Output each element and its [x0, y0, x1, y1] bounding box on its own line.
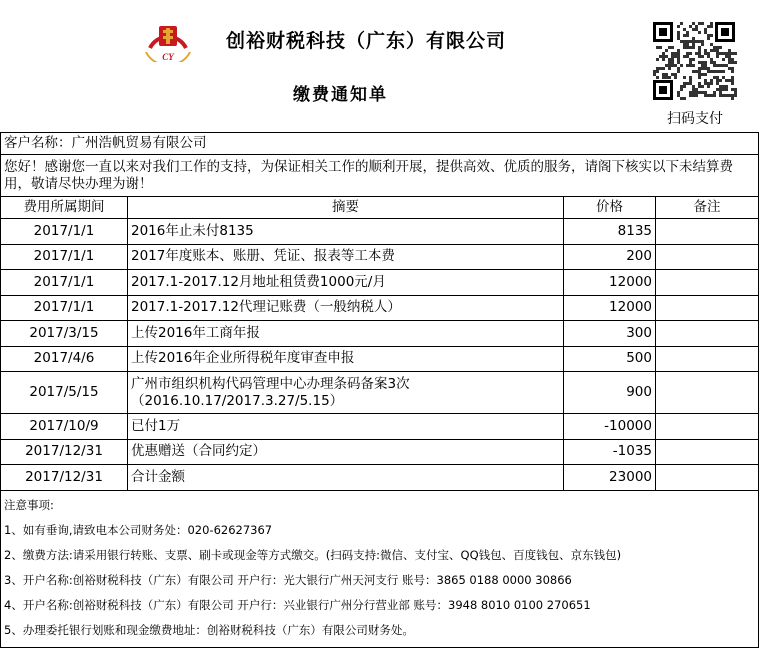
- summary-text: 优惠赠送（合同约定）: [131, 443, 266, 460]
- remark-cell: [656, 295, 759, 321]
- summary-cell: [128, 295, 564, 321]
- summary-cell: [128, 321, 564, 347]
- remark-cell: [656, 244, 759, 270]
- summary-cell: [128, 414, 564, 440]
- table-row: [1, 439, 759, 465]
- note-item-address: 5、办理委托银行划账和现金缴费地址：创裕财税科技（广东）有限公司财务处。: [4, 622, 414, 637]
- price-cell: 900: [564, 372, 656, 414]
- remark-cell: [656, 465, 759, 491]
- document-title: 缴费通知单: [293, 85, 388, 105]
- summary-text: 上传2016年工商年报: [131, 324, 260, 341]
- greeting-row: [1, 155, 759, 197]
- summary-cell: [128, 372, 564, 414]
- summary-text: 合计金额: [131, 468, 185, 485]
- company-name: 创裕财税科技（广东）有限公司: [226, 30, 507, 52]
- remark-cell: [656, 372, 759, 414]
- summary-text: 2017.1-2017.12代理记账费（一般纳税人）: [131, 299, 401, 316]
- table-row: [1, 372, 759, 414]
- price-cell: 500: [564, 346, 656, 372]
- price-cell: 12000: [564, 270, 656, 296]
- summary-cell: [128, 219, 564, 245]
- period-cell: 2017/1/1: [1, 219, 128, 245]
- summary-text: 2017.1-2017.12月地址租赁费1000元/月: [131, 273, 386, 290]
- payment-notice-table: [0, 132, 759, 648]
- remark-cell: [656, 219, 759, 245]
- remark-cell: [656, 439, 759, 465]
- table-row: [1, 219, 759, 245]
- summary-text-line2: （2016.10.17/2017.3.27/5.15）: [131, 392, 344, 409]
- price-cell: 12000: [564, 295, 656, 321]
- summary-cell: [128, 465, 564, 491]
- price-cell: -10000: [564, 414, 656, 440]
- note-item-payment-method: 2、缴费方法:请采用银行转账、支票、刷卡或现金等方式缴交。(扫码支持:微信、支付宝、QQ钱包、百度钱包、京东钱包): [4, 547, 622, 562]
- customer-name: 广州浩帆贸易有限公司: [71, 135, 207, 151]
- period-cell: 2017/1/1: [1, 244, 128, 270]
- remark-cell: [656, 346, 759, 372]
- summary-cell: [128, 439, 564, 465]
- qr-code-icon[interactable]: [650, 19, 738, 103]
- period-cell: 2017/12/31: [1, 465, 128, 491]
- qr-label: 扫码支付: [667, 111, 723, 127]
- note-item-phone: 1、如有垂询,请致电本公司财务处：020-62627367: [4, 522, 273, 537]
- period-cell: 2017/3/15: [1, 321, 128, 347]
- summary-text: 已付1万: [131, 417, 181, 434]
- summary-cell: [128, 346, 564, 372]
- remark-cell: [656, 270, 759, 296]
- table-row: [1, 244, 759, 270]
- header-remark: 备注: [656, 197, 759, 219]
- period-cell: 2017/10/9: [1, 414, 128, 440]
- summary-cell: [128, 244, 564, 270]
- notes-title: 注意事项:: [4, 497, 54, 512]
- period-cell: 2017/4/6: [1, 346, 128, 372]
- table-row: [1, 346, 759, 372]
- table-row: [1, 321, 759, 347]
- remark-cell: [656, 414, 759, 440]
- summary-text: 上传2016年企业所得税年度审查申报: [131, 350, 355, 367]
- price-cell: 23000: [564, 465, 656, 491]
- summary-text: 2016年止未付8135: [131, 222, 254, 239]
- logo-caption: CY: [162, 52, 174, 62]
- greeting-text: 您好！感谢您一直以来对我们工作的支持，为保证相关工作的顺利开展，提供高效、优质的服务，请阁下核实以下未结算费用，敬请尽快办理为谢！: [1, 155, 759, 197]
- header-period: 费用所属期间: [1, 197, 128, 219]
- remark-cell: [656, 321, 759, 347]
- customer-label: 客户名称：: [4, 135, 72, 151]
- period-cell: 2017/12/31: [1, 439, 128, 465]
- price-cell: 300: [564, 321, 656, 347]
- header-price: 价格: [564, 197, 656, 219]
- table-row: [1, 270, 759, 296]
- period-cell: 2017/1/1: [1, 295, 128, 321]
- summary-cell: [128, 270, 564, 296]
- summary-text: 2017年度账本、账册、凭证、报表等工本费: [131, 248, 395, 265]
- table-row: [1, 465, 759, 491]
- price-cell: 200: [564, 244, 656, 270]
- period-cell: 2017/1/1: [1, 270, 128, 296]
- table-row: [1, 414, 759, 440]
- summary-text: 广州市组织机构代码管理中心办理条码备案3次: [131, 375, 410, 392]
- customer-row: [1, 133, 759, 155]
- company-logo-icon: [142, 18, 194, 62]
- price-cell: -1035: [564, 439, 656, 465]
- period-cell: 2017/5/15: [1, 372, 128, 414]
- table-header-row: [1, 197, 759, 219]
- notes-row: [1, 490, 759, 647]
- price-cell: 8135: [564, 219, 656, 245]
- table-row: [1, 295, 759, 321]
- header-summary: 摘要: [128, 197, 564, 219]
- note-item-bank-account-1: 3、开户名称:创裕财税科技（广东）有限公司 开户行：光大银行广州天河支行 账号：3865 0188 0000 30866: [4, 572, 572, 587]
- note-item-bank-account-2: 4、开户名称:创裕财税科技（广东）有限公司 开户行：兴业银行广州分行营业部 账号：3948 8010 0100 270651: [4, 597, 591, 612]
